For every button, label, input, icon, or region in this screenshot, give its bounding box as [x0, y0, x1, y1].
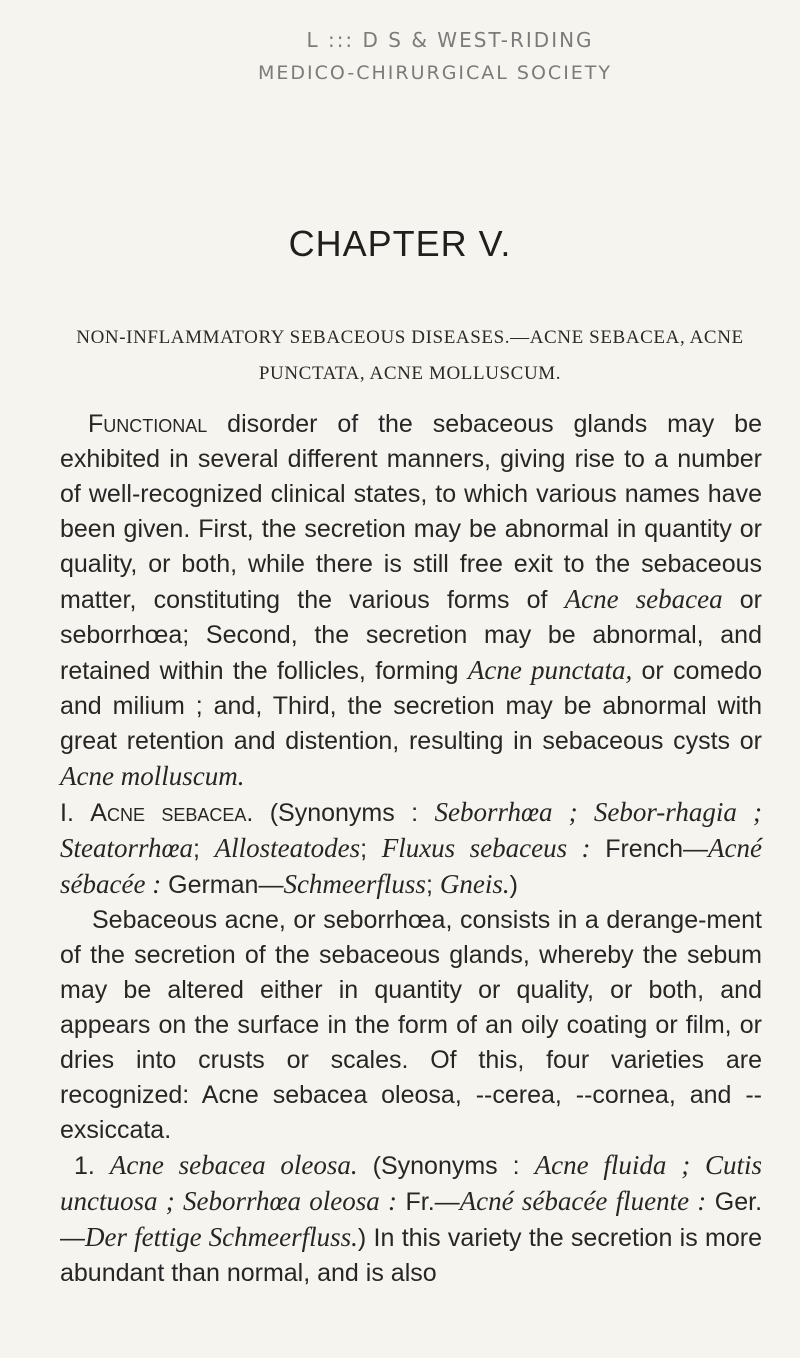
chapter-title: CHAPTER V.: [288, 223, 512, 264]
paragraph-intro: Functional disorder of the sebaceous glands may be exhibited in several different manners, giving rise to a number of well-recognized clinical states, to which various names have been given. First, the secretion may be abnormal in quantity or quality, or both, while there is still free exit to the sebaceous matter, constituting the various forms of Acne sebacea or seborrhœa; Second, the secretion may be abnormal, and retained within the follicles, forming Acne punctata, or comedo and milium ; and, Third, the secretion may be abnormal with great retention and distention, resulting in sebaceous cysts or Acne molluscum.: [60, 410, 763, 791]
library-stamp-line1: L ::: D S & WEST-RIDING: [306, 28, 594, 52]
paragraph-sebaceous-acne: Sebaceous acne, or seborrhœa, consists in a derange-ment of the secretion of the sebaceous glands, whereby the sebum may be altered either in quantity or quality, or both, and appears on the surface in the form of an oily coating or film, or dries into crusts or scales. Of this, four varieties are recognized: Acne sebacea oleosa, --cerea, --cornea, and --exsiccata.: [60, 906, 762, 1144]
body-text: [60, 407, 762, 1291]
paragraph-acne-oleosa: 1. Acne sebacea oleosa. (Synonyms : Acne fluida ; Cutis unctuosa ; Seborrhœa oleosa : Fr.—Acné sébacée fluente : Ger.—Der fettige Schmeerfluss.) In this variety the secretion is more abundant than normal, and is also: [60, 1150, 763, 1287]
paragraph-acne-sebacea-heading: I. Acne sebacea. (Synonyms : Seborrhœa ; Sebor-rhagia ; Steatorrhœa; Allosteatodes; Fluxus sebaceus : French—Acné sébacée : German—Schmeerfluss; Gneis.): [60, 797, 762, 899]
library-stamp-line2: MEDICO-CHIRURGICAL SOCIETY: [257, 62, 613, 84]
chapter-subtitle: NON-INFLAMMATORY SEBACEOUS DISEASES.—ACNE SEBACEA, ACNE PUNCTATA, ACNE MOLLUSCUM.: [76, 327, 744, 384]
